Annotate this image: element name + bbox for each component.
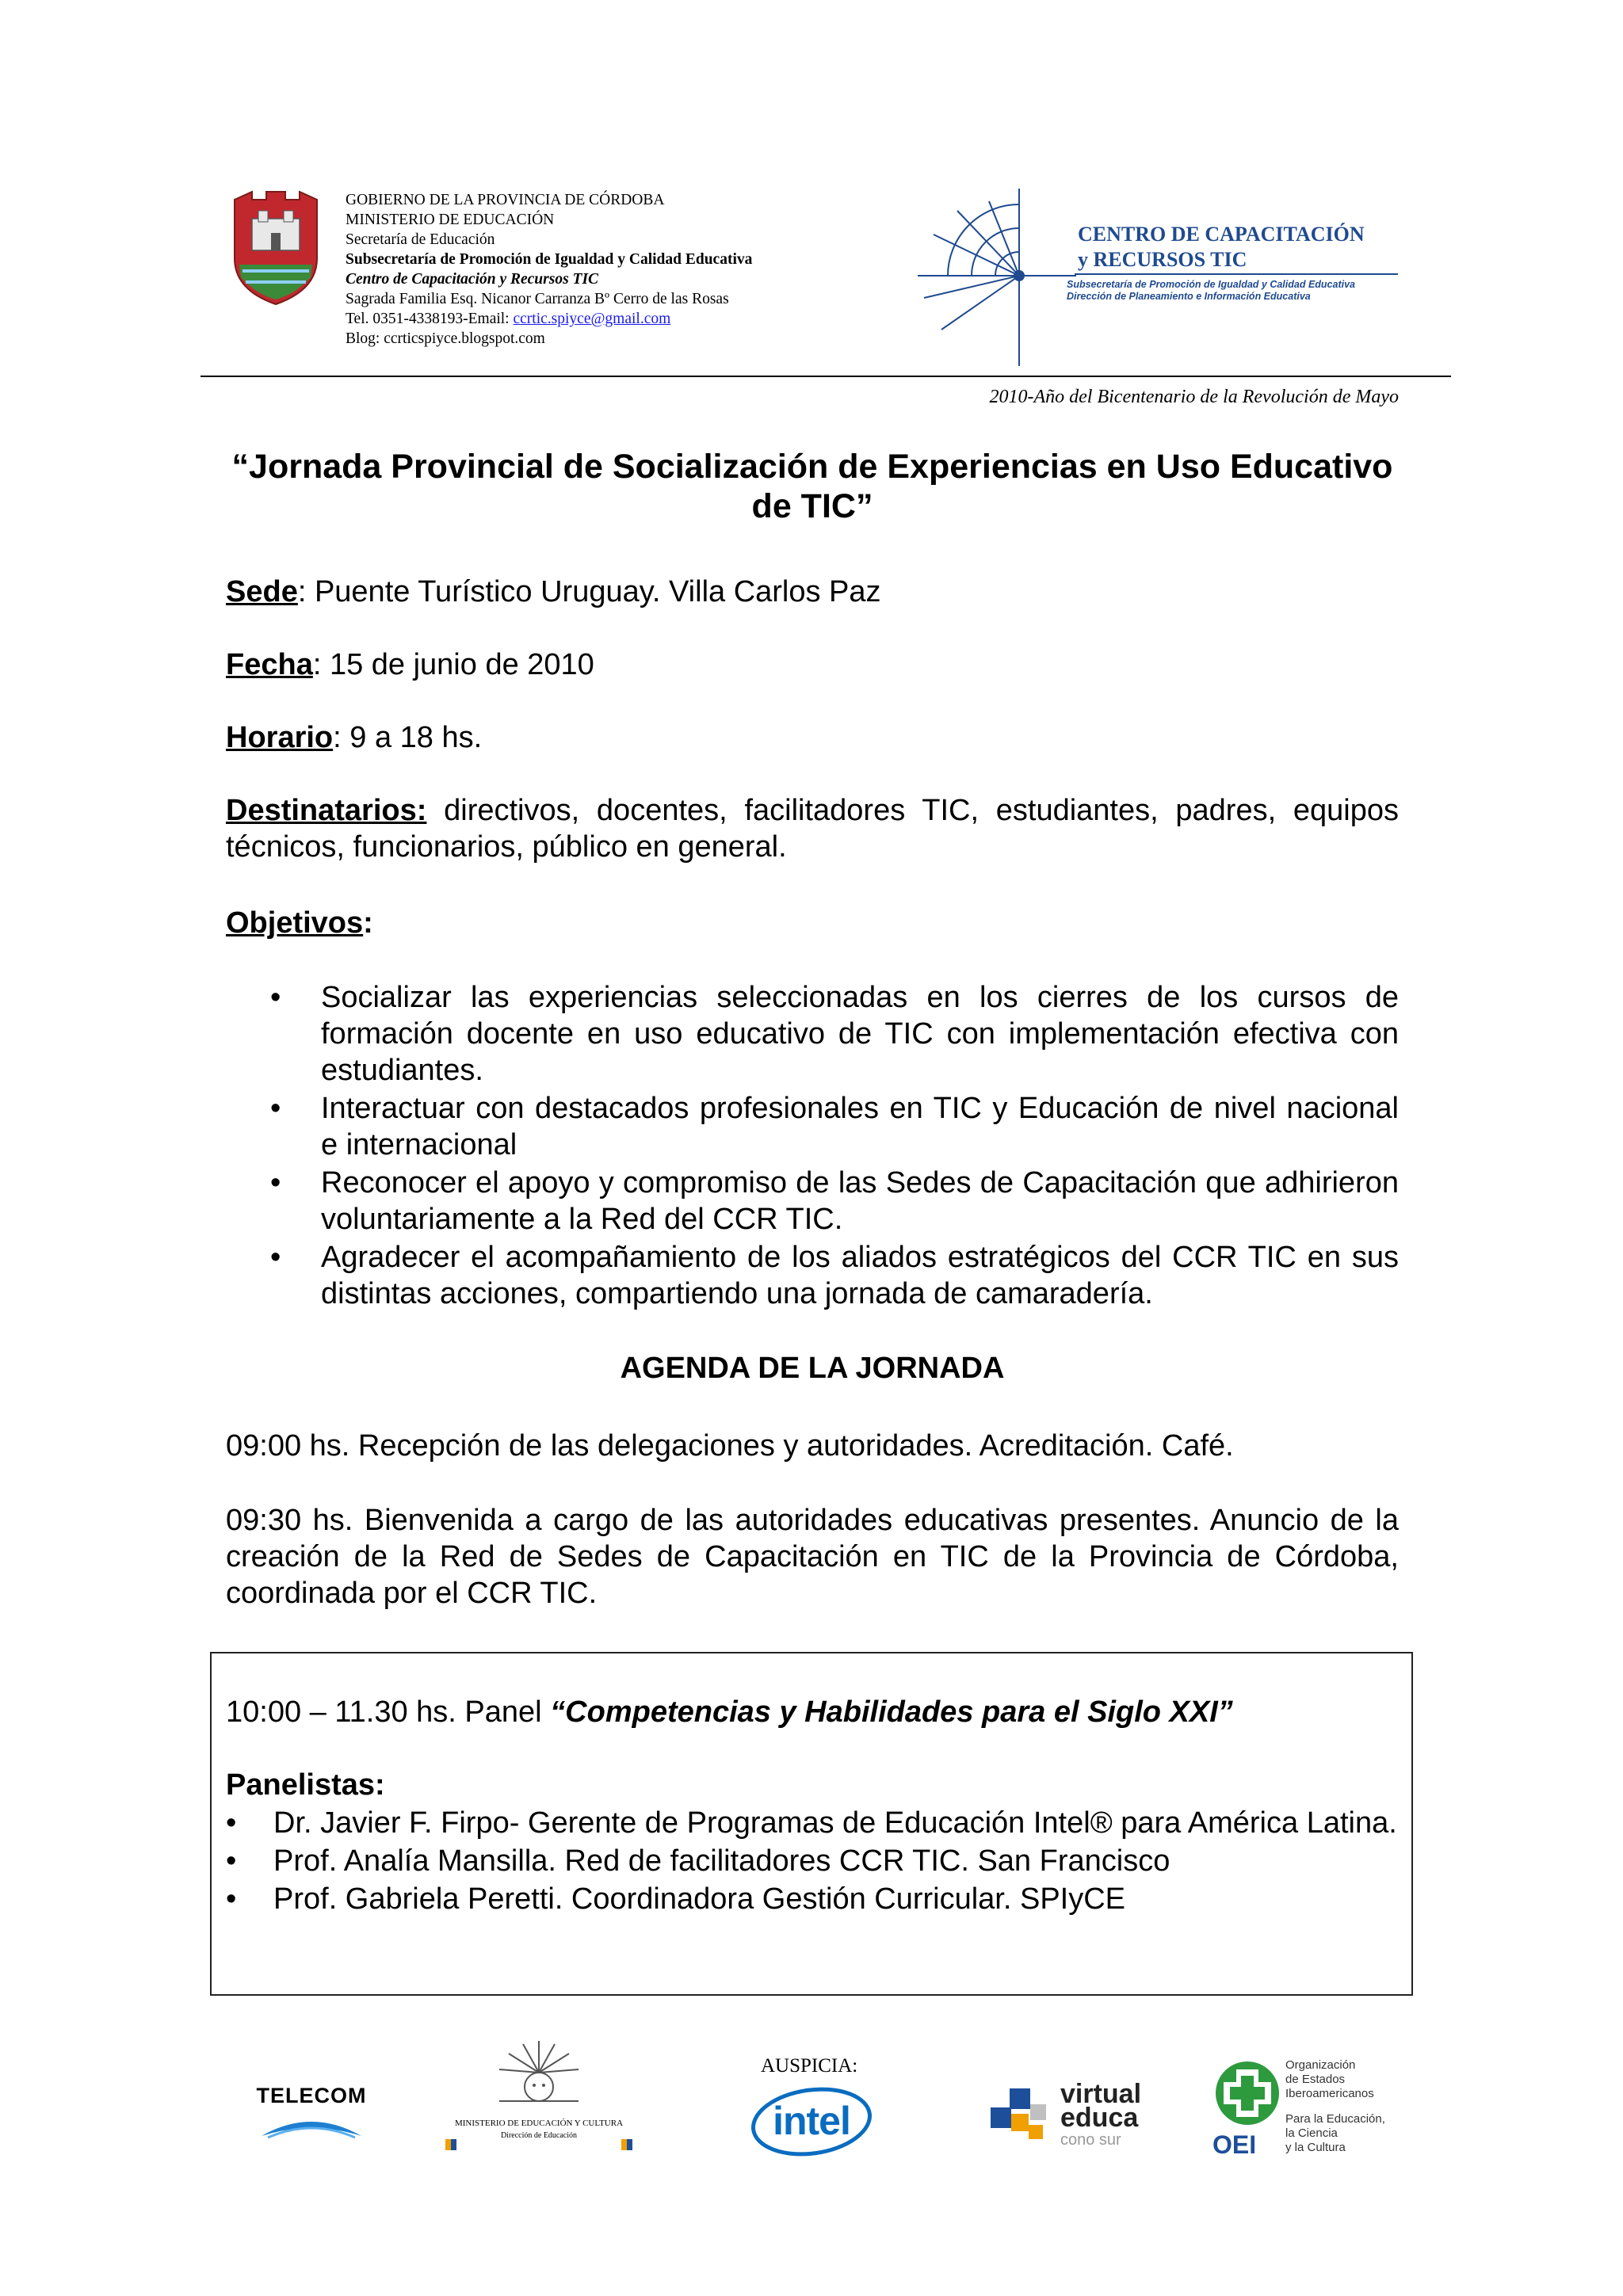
gov-line: Subsecretaría de Promoción de Igualdad y Calidad Educativa (346, 251, 753, 268)
gov-line: MINISTERIO DE EDUCACIÓN (346, 212, 555, 228)
email-link[interactable]: ccrtic.spiyce@gmail.com (513, 311, 671, 327)
ve-block-icon (1030, 2104, 1046, 2120)
panelistas-label: Panelistas: (226, 1768, 385, 1802)
panelistas-list (226, 1805, 1399, 1919)
oei-line: y la Cultura (1285, 2141, 1346, 2154)
objetivos-heading (226, 905, 1399, 941)
objetivos-list (226, 979, 1399, 1314)
ve-block-icon (1010, 2088, 1030, 2109)
objetivos-label: Objetivos (226, 906, 364, 940)
ccr-tic-title (1078, 222, 1411, 273)
bullet-icon: • (270, 981, 281, 1014)
fecha-label: Fecha (226, 648, 313, 681)
cordoba-crest-logo (228, 189, 323, 307)
telecom-wordmark: TELECOM (256, 2084, 367, 2107)
agenda-item-0930: 09:30 hs. Bienvenida a cargo de las autoridades educativas presentes. Anuncio de la creación de la Red de Sedes de Capacitación en TIC de la Provincia de Córdoba, coordinada por el CCR TIC. (226, 1504, 1399, 1610)
fecha-value: : 15 de junio de 2010 (312, 648, 594, 681)
bullet-icon: • (270, 1166, 281, 1199)
list-item (226, 979, 1399, 1089)
list-item (226, 1165, 1399, 1238)
agenda-title: AGENDA DE LA JORNADA (620, 1352, 1005, 1385)
ccr-sub-line: Dirección de Planeamiento e Información Educativa (1067, 291, 1311, 302)
destinatarios-label: Destinatarios: (226, 794, 427, 827)
fecha-line (226, 646, 1399, 683)
ve-line: virtual (1060, 2079, 1142, 2109)
horario-line (226, 719, 1399, 756)
mec-line: Dirección de Educación (500, 2131, 578, 2140)
panelista-text: Prof. Analía Mansilla. Red de facilitadores CCR TIC. San Francisco (273, 1844, 1170, 1878)
mec-uruguay-logo (444, 2038, 634, 2157)
ve-block-icon (991, 2107, 1011, 2128)
sede-label: Sede (226, 575, 298, 608)
intel-wordmark: intel (773, 2099, 850, 2143)
gov-line: Sagrada Familia Esq. Nicanor Carranza Bº Cerro de las Rosas (346, 291, 729, 307)
list-item (226, 1881, 1399, 1917)
list-item (226, 1090, 1399, 1163)
ccr-title-line: y RECURSOS TIC (1078, 248, 1247, 271)
ccr-title-line: CENTRO DE CAPACITACIÓN (1078, 223, 1365, 246)
sun-emblem-icon (491, 2038, 586, 2117)
mec-line: MINISTERIO DE EDUCACIÓN Y CULTURA (454, 2119, 624, 2128)
objetivo-text: Interactuar con destacados profesionales en TIC y Educación de nivel nacional e internacional (321, 1092, 1399, 1161)
ve-line: cono sur (1060, 2131, 1121, 2149)
ve-line: educa (1060, 2103, 1139, 2133)
agenda-item-0900: 09:00 hs. Recepción de las delegaciones y autoridades. Acreditación. Café. (226, 1429, 1234, 1463)
oei-line: la Ciencia (1285, 2126, 1338, 2140)
bullet-icon: • (226, 1844, 237, 1878)
telecom-logo (252, 2084, 371, 2139)
mec-mark-icon (445, 2139, 456, 2150)
panel-time: 10:00 – 11.30 hs. Panel (226, 1695, 551, 1729)
ve-block-icon (1011, 2114, 1029, 2131)
ccr-divider (1075, 273, 1398, 275)
bullet-icon: • (270, 1241, 281, 1274)
gov-phone-line (346, 309, 853, 329)
ccr-subtitle (1067, 279, 1415, 303)
page-title: “Jornada Provincial de Socialización de Experiencias en Uso Educativo de TIC” (231, 448, 1393, 525)
oei-line: Iberoamericanos (1285, 2087, 1374, 2100)
gov-line: Blog: ccrticspiyce.blogspot.com (346, 330, 545, 347)
virtual-educa-logo (991, 2076, 1141, 2155)
oei-emblem-icon (1212, 2058, 1282, 2128)
objetivo-text: Agradecer el acompañamiento de los aliados estratégicos del CCR TIC en sus distintas acciones, compartiendo una jornada de camaradería. (321, 1241, 1399, 1310)
panel-heading (226, 1694, 1399, 1730)
oei-logo (1212, 2058, 1395, 2161)
auspicia-label: AUSPICIA: (761, 2055, 858, 2077)
oei-line: de Estados (1285, 2073, 1346, 2086)
gov-line: GOBIERNO DE LA PROVINCIA DE CÓRDOBA (346, 192, 665, 208)
sede-line (226, 574, 1399, 610)
oei-bottom-text (1285, 2112, 1385, 2155)
bullet-icon: • (226, 1806, 237, 1840)
list-item (226, 1843, 1399, 1879)
ccr-tic-logo-graphic (918, 187, 1084, 369)
gov-line: Secretaría de Educación (346, 231, 495, 248)
panelista-text: Prof. Gabriela Peretti. Coordinadora Gestión Curricular. SPIyCE (273, 1882, 1126, 1916)
horario-value: : 9 a 18 hs. (333, 721, 483, 754)
oei-acronym: OEI (1212, 2130, 1257, 2159)
destinatarios-value: directivos, docentes, facilitadores TIC, estudiantes, padres, equipos técnicos, funcionarios, público en general. (226, 794, 1399, 864)
oei-line: Organización (1285, 2058, 1356, 2072)
oei-line: Para la Educación, (1285, 2112, 1385, 2126)
bullet-icon: • (270, 1092, 281, 1125)
gov-line: Centro de Capacitación y Recursos TIC (346, 271, 599, 288)
ccr-sub-line: Subsecretaría de Promoción de Igualdad y Calidad Educativa (1067, 279, 1355, 290)
list-item (226, 1239, 1399, 1312)
panel-title: “Competencias y Habilidades para el Siglo XXI” (550, 1695, 1233, 1729)
bicentenario-motto: 2010-Año del Bicentenario de la Revolución de Mayo (989, 387, 1399, 407)
oei-top-text (1285, 2058, 1374, 2101)
horario-label: Horario (226, 721, 334, 754)
objetivo-text: Reconocer el apoyo y compromiso de las Sedes de Capacitación que adhirieron voluntariamente a la Red del CCR TIC. (321, 1166, 1399, 1236)
panelista-text: Dr. Javier F. Firpo- Gerente de Programas de Educación Intel® para América Latina. (273, 1806, 1397, 1840)
bullet-icon: • (226, 1882, 237, 1916)
objetivo-text: Socializar las experiencias seleccionadas en los cierres de los cursos de formación docente en uso educativo de TIC con implementación efectiva con estudiantes. (321, 981, 1399, 1087)
intel-logo (748, 2085, 875, 2158)
government-contact-block (346, 190, 853, 349)
sede-value: : Puente Turístico Uruguay. Villa Carlos Paz (297, 575, 881, 608)
mec-mark-icon (621, 2139, 632, 2150)
list-item (226, 1805, 1399, 1841)
ve-block-icon (1029, 2125, 1043, 2139)
phone-label: Tel. 0351-4338193-Email: (346, 311, 514, 327)
telecom-swoosh-icon (260, 2112, 363, 2139)
destinatarios-paragraph (226, 792, 1399, 865)
objetivos-colon: : (363, 906, 373, 940)
header-divider (200, 376, 1451, 377)
